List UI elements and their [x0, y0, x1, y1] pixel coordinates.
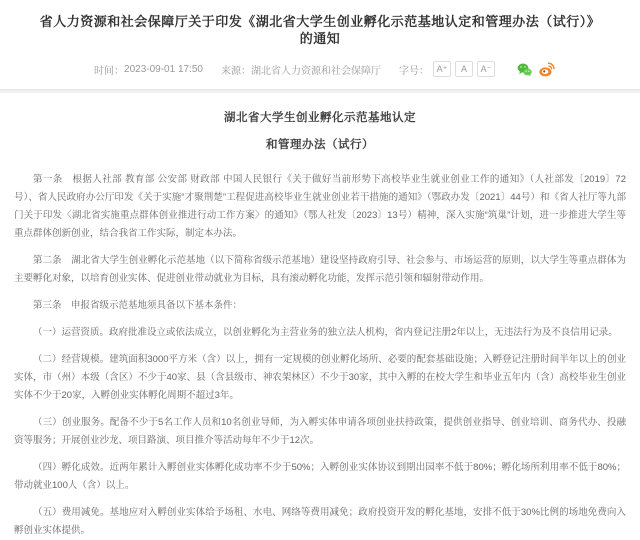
doc-title-line2: 和管理办法（试行） [266, 139, 374, 151]
time-label: 时间： [94, 65, 125, 77]
paragraph-item-1: （一）运营资质。政府批准设立或依法成立，以创业孵化为主营业务的独立法人机构，省内登记注册2年以上，无违法行为及不良信用记录。 [33, 327, 618, 338]
paragraph-item-2: （二）经营规模。建筑面积3000平方米（含）以上，拥有一定规模的创业孵化场所、必要的配套基础设施；入孵登记注册时间半年以上的创业实体，市（州）本级（含区）不少于40家、县（含县级市、神农架林区）不少于30家，其中入孵的在校大学生和毕业五年内（含）高校毕业生创业实体不少于20家，入孵创业实体孵化周期不超过3年。 [14, 354, 626, 401]
source [221, 62, 381, 77]
source-label: 来源： [220, 65, 251, 77]
font-increase-button[interactable]: A⁺ [433, 61, 451, 77]
article-header [0, 0, 640, 77]
source-value: 湖北省人力资源和社会保障厅 [250, 65, 381, 77]
paragraph-item-3: （三）创业服务。配备不少于5名工作人员和10名创业导师，为入孵实体申请各项创业扶持政策，提供创业指导、创业培训、商务代办、投融资等服务；开展创业沙龙、项目路演、项目推介等活动每年不少于12次。 [14, 417, 626, 446]
publish-time [94, 62, 203, 77]
weibo-share-icon[interactable] [539, 62, 555, 77]
font-normal-button[interactable]: A [455, 61, 473, 77]
article-meta-row [0, 61, 640, 77]
share-icons [510, 62, 555, 77]
fontsize-label: 字号： [398, 65, 429, 77]
fontsize-control [399, 61, 495, 77]
paragraph-item-5: （五）费用减免。基地应对入孵创业实体给予场租、水电、网络等费用减免；政府投资开发的孵化基地，安排不低于30%比例的场地免费向入孵创业实体提供。 [14, 507, 626, 536]
time-value: 2023-09-01 17:50 [124, 63, 203, 75]
paragraph-article-3: 第三条 申报省级示范基地须具备以下基本条件： [33, 300, 243, 311]
article-body [0, 93, 640, 540]
paragraph-item-4: （四）孵化成效。近两年累计入孵创业实体孵化成功率不少于50%；入孵创业实体协议到期出园率不低于80%；孵化场所利用率不低于80%；带动就业100人（含）以上。 [14, 462, 626, 491]
paragraph-article-2: 第二条 湖北省大学生创业孵化示范基地（以下简称省级示范基地）建设坚持政府引导、社会参与、市场运营的原则，以大学生等重点群体为主要孵化对象，以培育创业实体、促进创业带动就业为目标，具有滚动孵化功能，发挥示范引领和辐射带动作用。 [14, 255, 626, 284]
doc-title-line1: 湖北省大学生创业孵化示范基地认定 [224, 112, 416, 124]
paragraph-article-1: 第一条 根据人社部 教育部 公安部 财政部 中国人民银行《关于做好当前形势下高校毕业生就业创业工作的通知》（人社部发〔2019〕72号）、省人民政府办公厅印发《关于实施“才聚荆楚”工程促进高校毕业生就业创业若干措施的通知》（鄂政办发〔2021〕44号）和《省人社厅等九部门关于印发〈湖北省实施重点群体创业推进行动工作方案〉的通知》（鄂人社发〔2023〕13号）精神，深入实施“筑巢”计划，进一步推进大学生等重点群体创新创业，结合我省工作实际，制定本办法。 [14, 174, 626, 239]
wechat-share-icon[interactable] [517, 62, 532, 77]
article-title: 省人力资源和社会保障厅关于印发《湖北省大学生创业孵化示范基地认定和管理办法（试行）》的通知 [39, 14, 601, 46]
font-decrease-button[interactable]: A⁻ [477, 61, 495, 77]
